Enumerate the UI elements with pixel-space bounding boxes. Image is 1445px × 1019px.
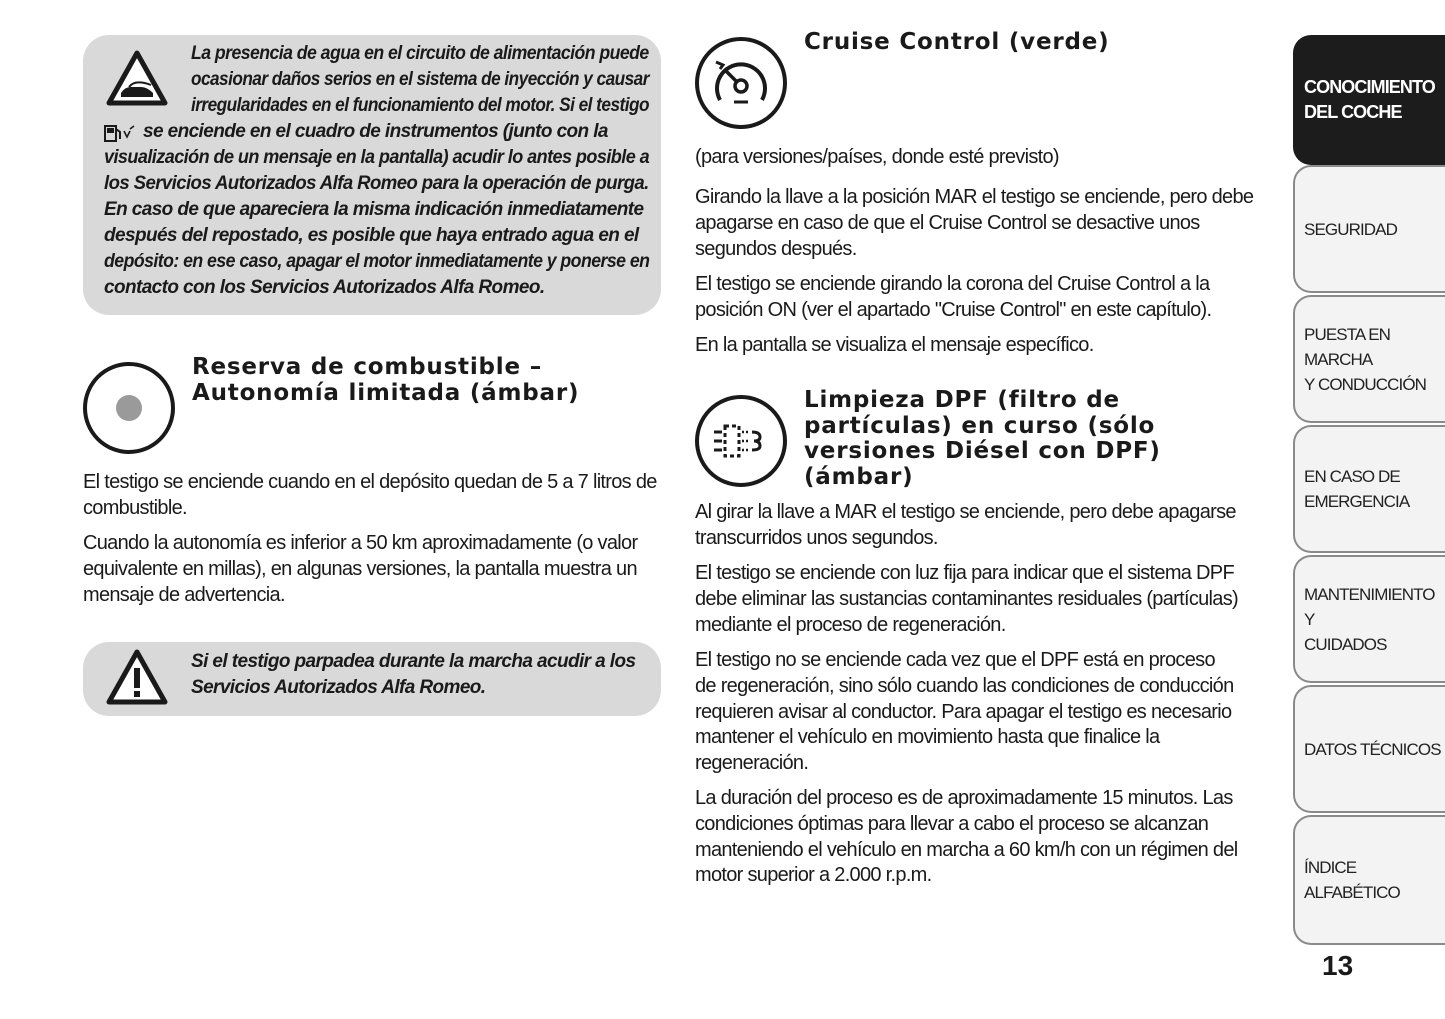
tab-puesta-en-marcha[interactable] [1293, 295, 1445, 423]
cruise-control-icon [694, 36, 788, 130]
heading-line: Autonomía limitada (ámbar) [192, 379, 580, 406]
tab-label: MANTENIMIENTO Y CUIDADOS [1304, 584, 1435, 654]
dpf-paragraph-1: Al girar la llave a MAR el testigo se enciende, pero debe apagarse transcurridos unos segundos. [695, 501, 1236, 549]
tab-label: ÍNDICE ALFABÉTICO [1304, 858, 1400, 902]
tab-indice-alfabetico[interactable] [1293, 815, 1445, 945]
warning-line: ocasionar daños serios en el sistema de inyección y causar [191, 69, 649, 90]
warning-line: después del repostado, es posible que haya entrado agua en el [104, 225, 639, 246]
dpf-paragraph-4: La duración del proceso es de aproximadamente 15 minutos. Las condiciones óptimas para llevar a cabo el proceso se alcanzan manteniendo el vehículo en marcha a 60 km/h con un régimen del motor superior a 2.000 r.p.m. [695, 787, 1238, 887]
tab-en-caso-de-emergencia[interactable] [1293, 425, 1445, 553]
cruise-paragraph-2: El testigo se enciende girando la corona del Cruise Control a la posición ON (ver el apartado "Cruise Control" en este capítulo). [695, 273, 1212, 321]
tab-datos-tecnicos[interactable] [1293, 685, 1445, 813]
warning-line: se enciende en el cuadro de instrumentos (junto con la [143, 121, 608, 142]
warning-triangle-car-icon [105, 49, 169, 107]
tab-seguridad[interactable] [1293, 165, 1445, 293]
warning-box-blink [83, 642, 661, 716]
warning-line: En caso de que apareciera la misma indicación inmediatamente [104, 199, 644, 220]
warning-line: los Servicios Autorizados Alfa Romeo para la operación de purga. [104, 173, 649, 194]
warning-box-water [83, 35, 661, 315]
fuel-reserve-icon [82, 361, 176, 455]
warning-line: irregularidades en el funcionamiento del motor. Si el testigo [191, 95, 649, 116]
tab-label: PUESTA EN MARCHA Y CONDUCCIÓN [1304, 324, 1427, 394]
warning-triangle-exclamation-icon [105, 648, 169, 706]
dpf-paragraph-2: El testigo se enciende con luz fija para indicar que el sistema DPF debe eliminar las sustancias contaminantes residuales (partículas) mediante el proceso de regeneración. [695, 562, 1238, 636]
heading-line: Reserva de combustible – [192, 354, 542, 380]
warning-line: Si el testigo parpadea durante la marcha acudir a los [191, 651, 636, 672]
reserve-paragraph-2: Cuando la autonomía es inferior a 50 km aproximadamente (o valor equivalente en millas), en algunas versiones, la pantalla muestra un mensaje de advertencia. [83, 532, 638, 606]
dpf-paragraph-3: El testigo no se enciende cada vez que el DPF está en proceso de regeneración, sino sólo cuando las condiciones de conducción requieren avisar al conductor. Para apagar el testigo es necesario mantener el vehículo en movimiento hasta que finalice la regeneración. [695, 649, 1234, 775]
page-number: 13 [1322, 950, 1354, 981]
heading-line: versiones Diésel con DPF) [804, 438, 1161, 464]
warning-line: Servicios Autorizados Alfa Romeo. [191, 677, 486, 698]
tab-label: DATOS TÉCNICOS [1304, 739, 1441, 759]
heading-line: (ámbar) [804, 463, 914, 490]
cruise-paragraph-3: En la pantalla se visualiza el mensaje específico. [695, 334, 1094, 356]
tab-mantenimiento[interactable] [1293, 555, 1445, 683]
tab-label: SEGURIDAD [1304, 219, 1397, 239]
cruise-paragraph-1: Girando la llave a la posición MAR el testigo se enciende, pero debe apagarse en caso de que el Cruise Control se desactive unos segundos después. [695, 186, 1254, 260]
tab-label: CONOCIMIENTO DEL COCHE [1304, 77, 1435, 122]
tab-label: EN CASO DE EMERGENCIA [1304, 467, 1410, 511]
warning-line: depósito: en ese caso, apagar el motor inmediatamente y ponerse en [104, 251, 650, 272]
warning-line: contacto con los Servicios Autorizados Alfa Romeo. [104, 277, 545, 298]
cruise-paragraph-0: (para versiones/países, donde esté previsto) [695, 146, 1059, 168]
dpf-cleaning-icon [694, 394, 788, 488]
warning-line: La presencia de agua en el circuito de alimentación puede [191, 43, 649, 64]
fuel-water-icon [103, 123, 137, 143]
heading-line: partículas) en curso (sólo [804, 412, 1156, 439]
tab-conocimiento-del-coche[interactable] [1293, 35, 1445, 165]
heading-line: Limpieza DPF (filtro de [804, 387, 1120, 413]
section-heading-cruise: Cruise Control (verde) [804, 29, 1110, 55]
warning-line: visualización de un mensaje en la pantalla) acudir lo antes posible a [104, 147, 650, 168]
reserve-paragraph-1: El testigo se enciende cuando en el depósito quedan de 5 a 7 litros de combustible. [83, 471, 657, 519]
section-heading-dpf [804, 388, 1161, 490]
section-heading-reserve [192, 355, 579, 406]
